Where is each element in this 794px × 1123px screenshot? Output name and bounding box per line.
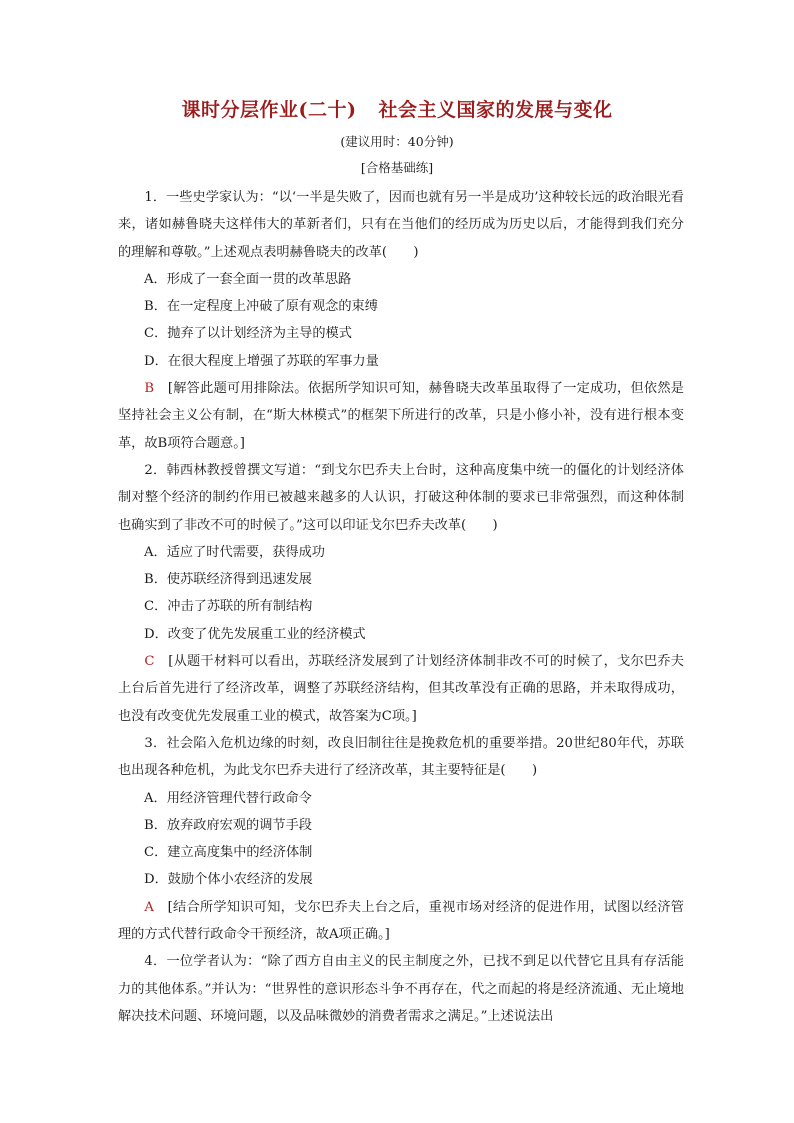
option-d: D．在很大程度上增强了苏联的军事力量 [144, 353, 379, 369]
section-heading: [合格基础练] [360, 160, 434, 175]
answer-text: [解答此题可用排除法。依据所学知识可知，赫鲁晓夫改革虽取得了一定成功，但依然是坚持社会主义公有制，在“斯大林模式”的框架下所进行的改革，只是小修小补，没有进行根本变革，故B项符合题意。] [118, 381, 684, 451]
option-b: B．放弃政府宏观的调节手段 [144, 817, 312, 833]
options-list [118, 266, 684, 375]
option-d: D．鼓励个体小农经济的发展 [144, 872, 313, 888]
question-stem: 2．韩西林教授曾撰文写道：“到戈尔巴乔夫上台时，这种高度集中统一的僵化的计划经济体制对整个经济的制约作用已被越来越多的人认识，打破这种体制的要求已非常强烈，而这种体制也确实到了非改不可的时候了。”这可以印证戈尔巴乔夫改革( ) [118, 462, 684, 533]
answer-explanation [118, 375, 684, 457]
page-title [0, 95, 794, 122]
question-stem: 3．社会陷入危机边缘的时刻，改良旧制往往是挽救危机的重要举措。20世纪80年代，苏联也出现各种危机，为此戈尔巴乔夫进行了经济改革，其主要特征是( ) [118, 735, 684, 779]
option-c: C．冲击了苏联的所有制结构 [144, 599, 313, 615]
question-stem: 4．一位学者认为：“除了西方自由主义的民主制度之外，已找不到足以代替它且具有存活能力的其他体系。”并认为：“世界性的意识形态斗争不再存在，代之而起的将是经济流通、无止境地解决技术问题、环境问题，以及品味微妙的消费者需求之满足。”上述说法出 [118, 954, 684, 1024]
option-d: D．改变了优先发展重工业的经济模式 [144, 626, 366, 642]
option-b: B．在一定程度上冲破了原有观念的束缚 [144, 299, 378, 315]
question-3 [118, 730, 684, 948]
question-2 [118, 457, 684, 730]
option-b: B．使苏联经济得到迅速发展 [144, 572, 312, 588]
option-a: A．形成了一套全面一贯的改革思路 [144, 271, 352, 287]
option-c: C．建立高度集中的经济体制 [144, 845, 313, 861]
question-stem: 1．一些史学家认为：“以‘一半是失败了，因而也就有另一半是成功’这种较长远的政治眼光看来，诸如赫鲁晓夫这样伟大的革新者们，只有在当他们的经历成为历史以后，才能得到我们充分的理解和尊敬。”上述观点表明赫鲁晓夫的改革( ) [118, 190, 684, 260]
answer-letter: B [144, 381, 155, 397]
answer-text: [结合所学知识可知，戈尔巴乔夫上台之后，重视市场对经济的促进作用，试图以经济管理的方式代替行政命令干预经济，故A项正确。] [118, 899, 684, 943]
question-1 [118, 184, 684, 457]
answer-letter: A [144, 899, 154, 915]
options-list [118, 539, 684, 648]
option-a: A．用经济管理代替行政命令 [144, 790, 312, 806]
title-sub: 社会主义国家的发展与变化 [378, 99, 613, 121]
answer-explanation [118, 648, 684, 730]
answer-letter: C [144, 654, 155, 670]
option-a: A．适应了时代需要，获得成功 [144, 544, 325, 560]
answer-explanation [118, 894, 684, 949]
title-main: 课时分层作业(二十) [181, 99, 357, 121]
question-4 [118, 948, 684, 1030]
answer-text: [从题干材料可以看出，苏联经济发展到了计划经济体制非改不可的时候了，戈尔巴乔夫上台后首先进行了经济改革，调整了苏联经济结构，但其改革没有正确的思路，并未取得成功，也没有改变优先发展重工业的模式，故答案为C项。] [118, 654, 684, 724]
options-list [118, 785, 684, 894]
question-list [118, 184, 684, 1030]
option-c: C．抛弃了以计划经济为主导的模式 [144, 326, 352, 342]
time-hint: (建议用时：40分钟) [340, 134, 454, 149]
